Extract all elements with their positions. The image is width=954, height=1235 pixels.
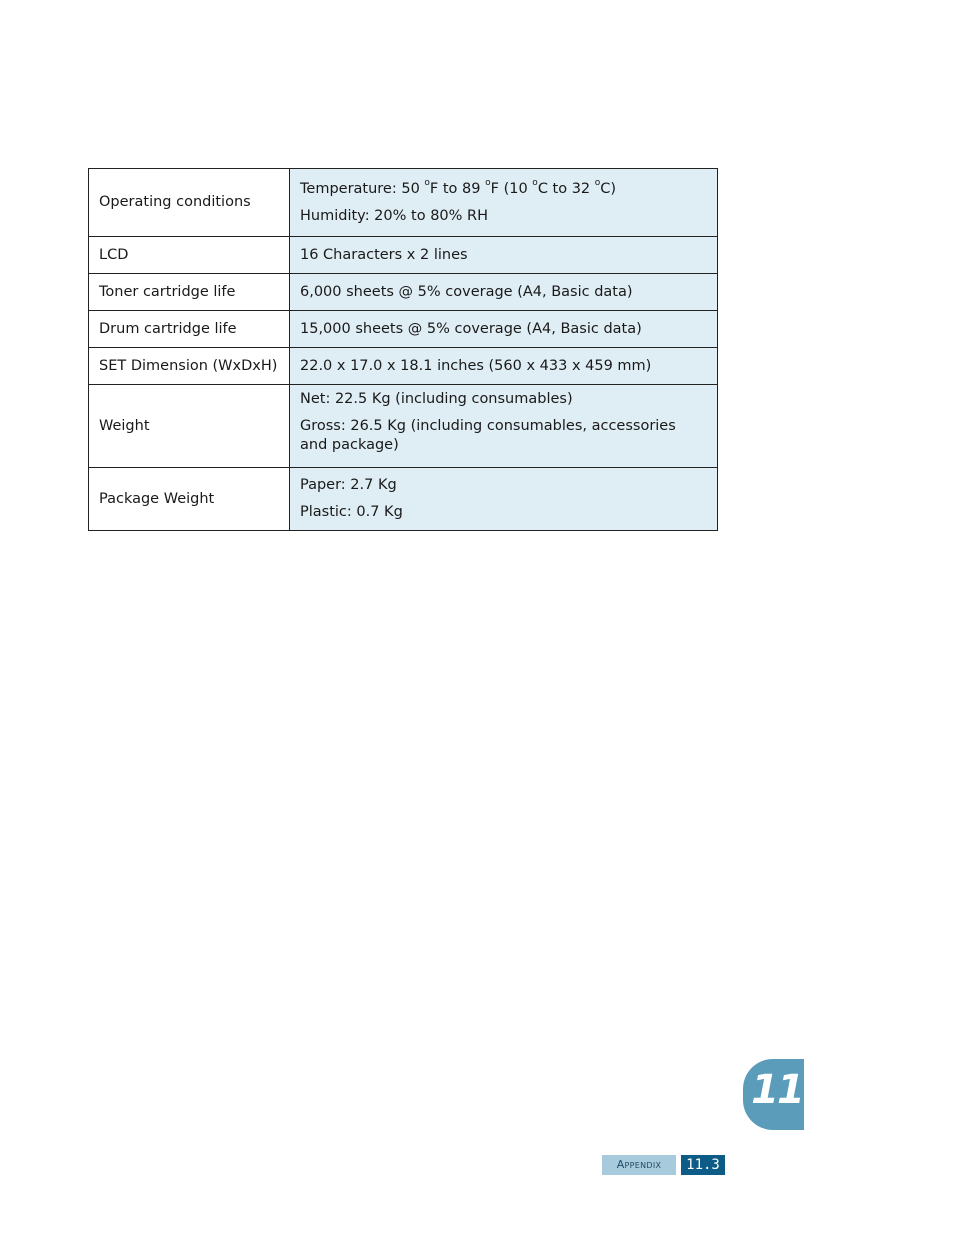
table-row bbox=[89, 169, 718, 237]
footer-page-number: 11.3 bbox=[681, 1155, 725, 1175]
gross-weight: Gross: 26.5 Kg (including consumables, accessories and package) bbox=[300, 418, 676, 453]
spec-label-dimension: SET Dimension (WxDxH) bbox=[89, 348, 290, 385]
spec-value-dimension: 22.0 x 17.0 x 18.1 inches (560 x 433 x 459 mm) bbox=[290, 348, 718, 385]
temperature-range: Temperature: 50 $^o$F to 89 $^o$F (10 $^o$C to 32 $^o$C) bbox=[300, 177, 617, 197]
chapter-number: 11 bbox=[751, 1067, 803, 1113]
table-row bbox=[89, 385, 718, 468]
chapter-tab bbox=[743, 1059, 804, 1130]
spec-value-package-weight bbox=[290, 468, 718, 531]
table-row bbox=[89, 237, 718, 274]
spec-label-toner-life: Toner cartridge life bbox=[89, 274, 290, 311]
net-weight: Net: 22.5 Kg (including consumables) bbox=[300, 391, 573, 407]
spec-label-drum-life: Drum cartridge life bbox=[89, 311, 290, 348]
spec-value-toner-life: 6,000 sheets @ 5% coverage (A4, Basic data) bbox=[290, 274, 718, 311]
table-row bbox=[89, 311, 718, 348]
table-row bbox=[89, 348, 718, 385]
spec-label-operating-conditions: Operating conditions bbox=[89, 169, 290, 237]
spec-value-operating-conditions bbox=[290, 169, 718, 237]
spec-value-lcd: 16 Characters x 2 lines bbox=[290, 237, 718, 274]
spec-value-drum-life: 15,000 sheets @ 5% coverage (A4, Basic data) bbox=[290, 311, 718, 348]
spec-label-package-weight: Package Weight bbox=[89, 468, 290, 531]
table-row bbox=[89, 274, 718, 311]
spec-value-weight bbox=[290, 385, 718, 468]
paper-weight: Paper: 2.7 Kg bbox=[300, 477, 397, 493]
specifications-table bbox=[88, 168, 718, 531]
plastic-weight: Plastic: 0.7 Kg bbox=[300, 504, 403, 520]
humidity-range: Humidity: 20% to 80% RH bbox=[300, 207, 489, 224]
table-row bbox=[89, 468, 718, 531]
footer-section-label: Appendix bbox=[602, 1155, 676, 1175]
spec-label-weight: Weight bbox=[89, 385, 290, 468]
spec-label-lcd: LCD bbox=[89, 237, 290, 274]
